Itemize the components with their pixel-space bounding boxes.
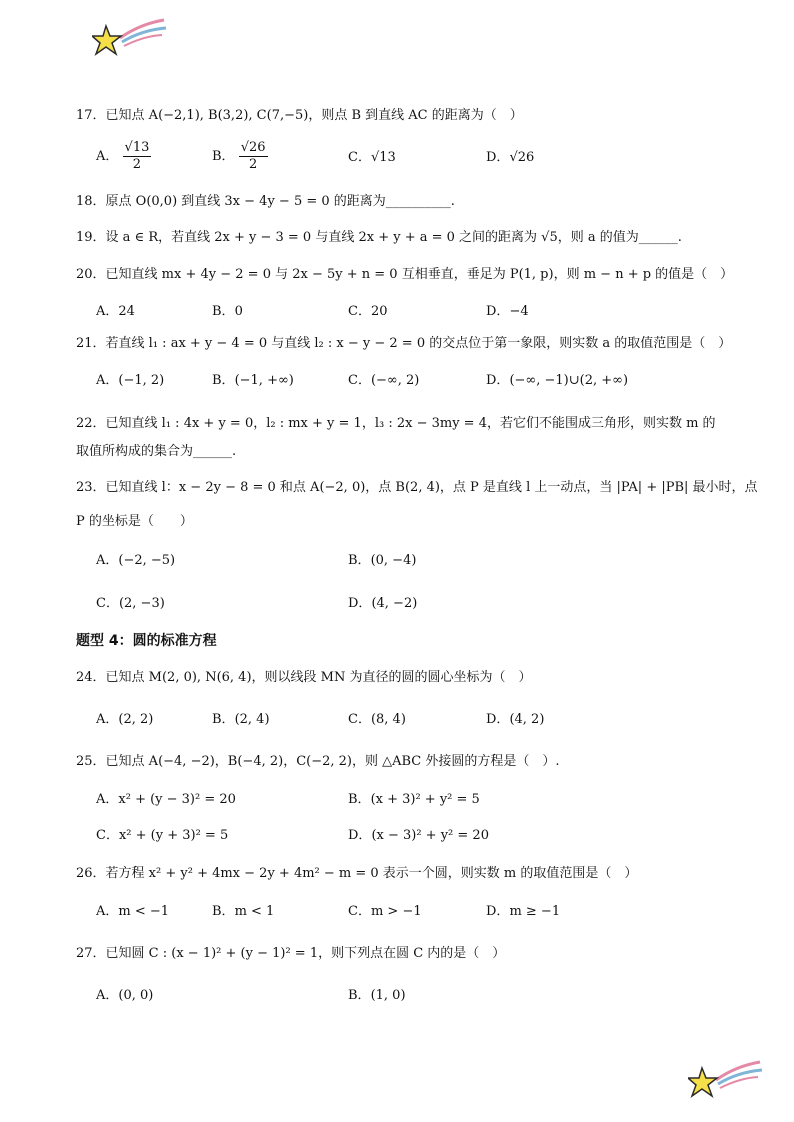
option-25d: D．(x − 3)² + y² = 20 xyxy=(348,828,489,843)
option-17c: C．√13 xyxy=(348,150,396,165)
question-18: 18．原点 O(0,0) 到直线 3x − 4y − 5 = 0 的距离为__________. xyxy=(76,194,455,209)
option-20a: A．24 xyxy=(96,304,135,319)
option-24c: C．(8, 4) xyxy=(348,712,406,727)
question-20: 20．已知直线 mx + 4y − 2 = 0 与 2x − 5y + n = 0 互相垂直，垂足为 P(1, p)，则 m − n + p 的值是（ ） xyxy=(76,267,734,282)
option-26c: C．m > −1 xyxy=(348,904,422,919)
option-25b: B．(x + 3)² + y² = 5 xyxy=(348,792,480,807)
option-17a: A． $\frac{√13}{2}$ xyxy=(96,140,150,172)
option-17b: B． $\frac{√26}{2}$ xyxy=(212,140,266,172)
question-23: 23．已知直线 l：x − 2y − 8 = 0 和点 A(−2, 0)，点 B(2, 4)，点 P 是直线 l 上一动点，当 |PA| + |PB| 最小时，点 xyxy=(76,480,758,495)
section-heading: 题型 4：圆的标准方程 xyxy=(76,633,217,649)
star-decoration-bottom xyxy=(688,1058,766,1100)
option-24d: D．(4, 2) xyxy=(486,712,545,727)
option-21d: D．(−∞, −1)∪(2, +∞) xyxy=(486,373,629,388)
option-21a: A．(−1, 2) xyxy=(96,373,165,388)
option-26a: A．m < −1 xyxy=(96,904,170,919)
option-24a: A．(2, 2) xyxy=(96,712,154,727)
option-26d: D．m ≥ −1 xyxy=(486,904,561,919)
question-24: 24．已知点 M(2, 0), N(6, 4)，则以线段 MN 为直径的圆的圆心坐标为（ ） xyxy=(76,670,532,685)
question-19: 19．设 a ∈ R，若直线 2x + y − 3 = 0 与直线 2x + y + a = 0 之间的距离为 √5，则 a 的值为______. xyxy=(76,230,682,245)
question-17: 17．已知点 A(−2,1), B(3,2), C(7,−5)，则点 B 到直线 AC 的距离为（ ） xyxy=(76,108,523,123)
option-20b: B．0 xyxy=(212,304,243,319)
question-23-continued: P 的坐标是（ ） xyxy=(76,514,193,529)
option-24b: B．(2, 4) xyxy=(212,712,270,727)
star-decoration-top xyxy=(92,16,170,58)
option-20d: D．−4 xyxy=(486,304,529,319)
option-20c: C．20 xyxy=(348,304,388,319)
option-23c: C．(2, −3) xyxy=(96,596,165,611)
question-22: 22．已知直线 l₁ : 4x + y = 0，l₂ : mx + y = 1，l₃ : 2x − 3my = 4，若它们不能围成三角形，则实数 m 的取值所构成的集合为______. xyxy=(76,416,716,459)
option-23a: A．(−2, −5) xyxy=(96,553,176,568)
option-25c: C．x² + (y + 3)² = 5 xyxy=(96,828,229,843)
option-27b: B．(1, 0) xyxy=(348,988,406,1003)
option-23b: B．(0, −4) xyxy=(348,553,417,568)
option-25a: A．x² + (y − 3)² = 20 xyxy=(96,792,236,807)
option-21c: C．(−∞, 2) xyxy=(348,373,420,388)
question-21: 21．若直线 l₁ : ax + y − 4 = 0 与直线 l₂ : x − y − 2 = 0 的交点位于第一象限，则实数 a 的取值范围是（ ） xyxy=(76,336,732,351)
option-23d: D．(4, −2) xyxy=(348,596,418,611)
option-26b: B．m < 1 xyxy=(212,904,275,919)
question-26: 26．若方程 x² + y² + 4mx − 2y + 4m² − m = 0 表示一个圆，则实数 m 的取值范围是（ ） xyxy=(76,866,638,881)
option-27a: A．(0, 0) xyxy=(96,988,154,1003)
option-21b: B．(−1, +∞) xyxy=(212,373,294,388)
question-27: 27．已知圆 C : (x − 1)² + (y − 1)² = 1，则下列点在圆 C 内的是（ ） xyxy=(76,946,506,961)
question-25: 25．已知点 A(−4, −2)，B(−4, 2)，C(−2, 2)，则 △ABC 外接圆的方程是（ ）. xyxy=(76,754,560,769)
option-17d: D．√26 xyxy=(486,150,535,165)
